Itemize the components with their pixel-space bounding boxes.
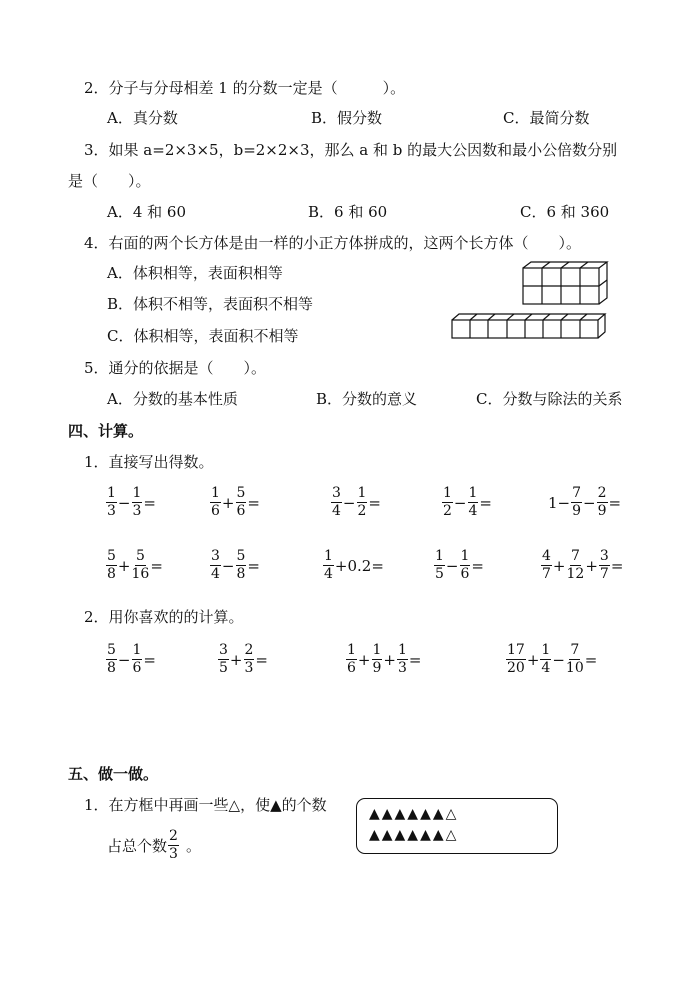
operator: = <box>143 493 156 512</box>
operator: 1− <box>548 493 571 512</box>
numerator: 2 <box>244 642 254 658</box>
fraction <box>210 486 221 519</box>
operator: − <box>552 650 565 669</box>
calc-expr <box>105 549 163 582</box>
operator: = <box>610 556 624 575</box>
numerator: 1 <box>398 642 407 658</box>
fraction <box>357 486 368 519</box>
numerator: 1 <box>443 485 452 501</box>
denominator: 3 <box>107 503 116 519</box>
calc-expr <box>217 643 268 676</box>
operator: − <box>445 556 459 575</box>
denominator: 8 <box>107 566 116 582</box>
q4-option-b: B．体积不相等，表面积不相等 <box>107 295 314 313</box>
calc-expr <box>441 486 492 519</box>
denominator: 3 <box>132 503 142 519</box>
denominator: 6 <box>460 566 470 582</box>
calc-expr <box>433 549 484 582</box>
calc-expr <box>322 549 384 582</box>
numerator: 5 <box>107 548 116 564</box>
section-5-title: 五、做一做。 <box>68 765 159 783</box>
q3-stem-cont: 是（ ）。 <box>68 172 151 190</box>
calc-expr <box>540 549 623 582</box>
operator: = <box>368 493 381 512</box>
calc-expr <box>209 486 260 519</box>
fraction <box>244 643 255 676</box>
calc-expr <box>345 643 422 676</box>
fraction <box>567 549 585 582</box>
numerator: 2 <box>597 485 607 501</box>
fraction <box>132 643 143 676</box>
cuboid-lower <box>452 314 605 338</box>
numerator: 5 <box>236 485 246 501</box>
denominator: 6 <box>132 660 142 676</box>
fraction <box>442 486 453 519</box>
denominator: 20 <box>507 660 525 676</box>
denominator: 6 <box>236 503 246 519</box>
q5-option-b: B．分数的意义 <box>316 390 418 408</box>
q3-stem: 3．如果 a=2×3×5，b=2×2×3，那么 a 和 b 的最大公因数和最小公倍数分别 <box>84 141 618 159</box>
q2-option-a: A．真分数 <box>107 109 178 127</box>
denominator: 8 <box>236 566 246 582</box>
operator: − <box>117 493 131 512</box>
denominator: 3 <box>398 660 407 676</box>
operator: = <box>150 556 163 575</box>
numerator: 7 <box>570 642 580 658</box>
numerator: 3 <box>211 548 220 564</box>
fraction <box>566 643 584 676</box>
numerator: 1 <box>372 642 382 658</box>
fraction <box>346 643 357 676</box>
triangle-row-2: ▲▲▲▲▲▲△ <box>369 827 459 843</box>
denominator: 7 <box>599 566 609 582</box>
fraction <box>331 486 342 519</box>
cuboid-figure <box>450 258 610 342</box>
numerator: 3 <box>219 642 228 658</box>
calc-expr <box>330 486 381 519</box>
operator: − <box>453 493 467 512</box>
denominator: 5 <box>435 566 444 582</box>
section-4-part-1: 1．直接写出得数。 <box>84 453 214 471</box>
operator: − <box>117 650 131 669</box>
fraction <box>323 549 334 582</box>
q5-option-c: C．分数与除法的关系 <box>476 390 623 408</box>
fraction <box>397 643 408 676</box>
triangle-row-1: ▲▲▲▲▲▲△ <box>369 806 459 822</box>
section-5-text: 占总个数 <box>107 837 168 855</box>
numerator: 7 <box>570 548 580 564</box>
operator: = <box>408 650 422 669</box>
fraction <box>210 549 221 582</box>
operator: + <box>383 650 396 669</box>
section-5-end: 。 <box>185 837 201 855</box>
fraction <box>541 549 552 582</box>
q3-option-b: B．6 和 60 <box>308 203 388 221</box>
operator: = <box>479 493 492 512</box>
denominator: 9 <box>372 660 382 676</box>
cuboid-upper <box>523 262 607 304</box>
fraction <box>571 486 582 519</box>
operator: = <box>584 650 598 669</box>
fraction <box>597 486 608 519</box>
numerator: 5 <box>107 642 116 658</box>
fraction <box>599 549 610 582</box>
q3-option-a: A．4 和 60 <box>107 203 186 221</box>
operator: = <box>608 493 622 512</box>
numerator: 5 <box>135 548 145 564</box>
fraction <box>540 643 551 676</box>
fraction <box>132 486 143 519</box>
numerator: 3 <box>599 548 609 564</box>
denominator: 4 <box>324 566 333 582</box>
operator: + <box>221 493 235 512</box>
fraction <box>218 643 229 676</box>
denominator: 4 <box>332 503 341 519</box>
denominator: 7 <box>542 566 551 582</box>
calc-expr <box>548 486 621 519</box>
denominator: 2 <box>357 503 367 519</box>
numerator: 1 <box>211 485 220 501</box>
calc-expr <box>505 643 597 676</box>
denominator: 8 <box>107 660 116 676</box>
operator: + <box>117 556 131 575</box>
operator: = <box>143 650 156 669</box>
drawing-box[interactable] <box>356 798 558 854</box>
denominator: 4 <box>541 660 551 676</box>
operator: + <box>552 556 566 575</box>
denominator: 6 <box>211 503 220 519</box>
denominator: 6 <box>347 660 356 676</box>
denominator: 9 <box>597 503 607 519</box>
fraction <box>168 829 179 862</box>
section-4-title: 四、计算。 <box>68 422 144 440</box>
q4-option-a: A．体积相等，表面积相等 <box>107 264 283 282</box>
fraction <box>460 549 471 582</box>
operator: + <box>229 650 243 669</box>
fraction <box>236 486 247 519</box>
numerator: 1 <box>132 485 142 501</box>
numerator: 3 <box>332 485 341 501</box>
operator: − <box>342 493 356 512</box>
denominator: 16 <box>131 566 150 582</box>
section-5-part-1: 1．在方框中再画一些△，使▲的个数 <box>84 796 327 814</box>
q2-option-b: B．假分数 <box>311 109 383 127</box>
numerator: 1 <box>541 642 551 658</box>
numerator: 1 <box>460 548 470 564</box>
operator: = <box>255 650 268 669</box>
fraction <box>106 643 117 676</box>
fraction <box>506 643 526 676</box>
numerator: 2 <box>169 828 178 844</box>
calc-expr <box>105 643 156 676</box>
operator: − <box>583 493 596 512</box>
operator: − <box>221 556 235 575</box>
operator: = <box>471 556 484 575</box>
fraction <box>434 549 445 582</box>
operator: = <box>247 556 260 575</box>
denominator: 12 <box>566 566 585 582</box>
operator: + <box>526 650 540 669</box>
q3-option-c: C．6 和 360 <box>520 203 610 221</box>
calc-expr <box>209 549 260 582</box>
fraction <box>468 486 479 519</box>
q2-stem: 2．分子与分母相差 1 的分数一定是（ ）。 <box>84 79 406 97</box>
numerator: 4 <box>542 548 551 564</box>
numerator: 17 <box>507 642 525 658</box>
denominator: 9 <box>572 503 582 519</box>
q4-option-c: C．体积相等，表面积不相等 <box>107 327 299 345</box>
operator: = <box>247 493 260 512</box>
operator: + <box>585 556 598 575</box>
q4-stem: 4．右面的两个长方体是由一样的小正方体拼成的，这两个长方体（ ）。 <box>84 234 582 252</box>
q2-option-c: C．最简分数 <box>503 109 590 127</box>
numerator: 7 <box>572 485 582 501</box>
operator: +0.2= <box>334 556 384 575</box>
denominator: 3 <box>169 846 178 862</box>
fraction <box>236 549 247 582</box>
numerator: 1 <box>468 485 478 501</box>
fraction <box>106 486 117 519</box>
operator: + <box>357 650 371 669</box>
denominator: 10 <box>565 660 584 676</box>
section-4-part-2: 2．用你喜欢的的计算。 <box>84 608 244 626</box>
section-5-part-1-cont <box>107 829 201 862</box>
fraction <box>106 549 117 582</box>
denominator: 2 <box>443 503 452 519</box>
q5-option-a: A．分数的基本性质 <box>107 390 238 408</box>
q5-stem: 5．通分的依据是（ ）。 <box>84 359 267 377</box>
numerator: 5 <box>236 548 246 564</box>
calc-expr <box>105 486 156 519</box>
denominator: 3 <box>244 660 254 676</box>
denominator: 4 <box>468 503 478 519</box>
numerator: 1 <box>357 485 367 501</box>
denominator: 4 <box>211 566 220 582</box>
numerator: 1 <box>435 548 444 564</box>
fraction <box>372 643 383 676</box>
numerator: 1 <box>107 485 116 501</box>
numerator: 1 <box>324 548 333 564</box>
numerator: 1 <box>132 642 142 658</box>
denominator: 5 <box>219 660 228 676</box>
fraction <box>132 549 150 582</box>
numerator: 1 <box>347 642 356 658</box>
